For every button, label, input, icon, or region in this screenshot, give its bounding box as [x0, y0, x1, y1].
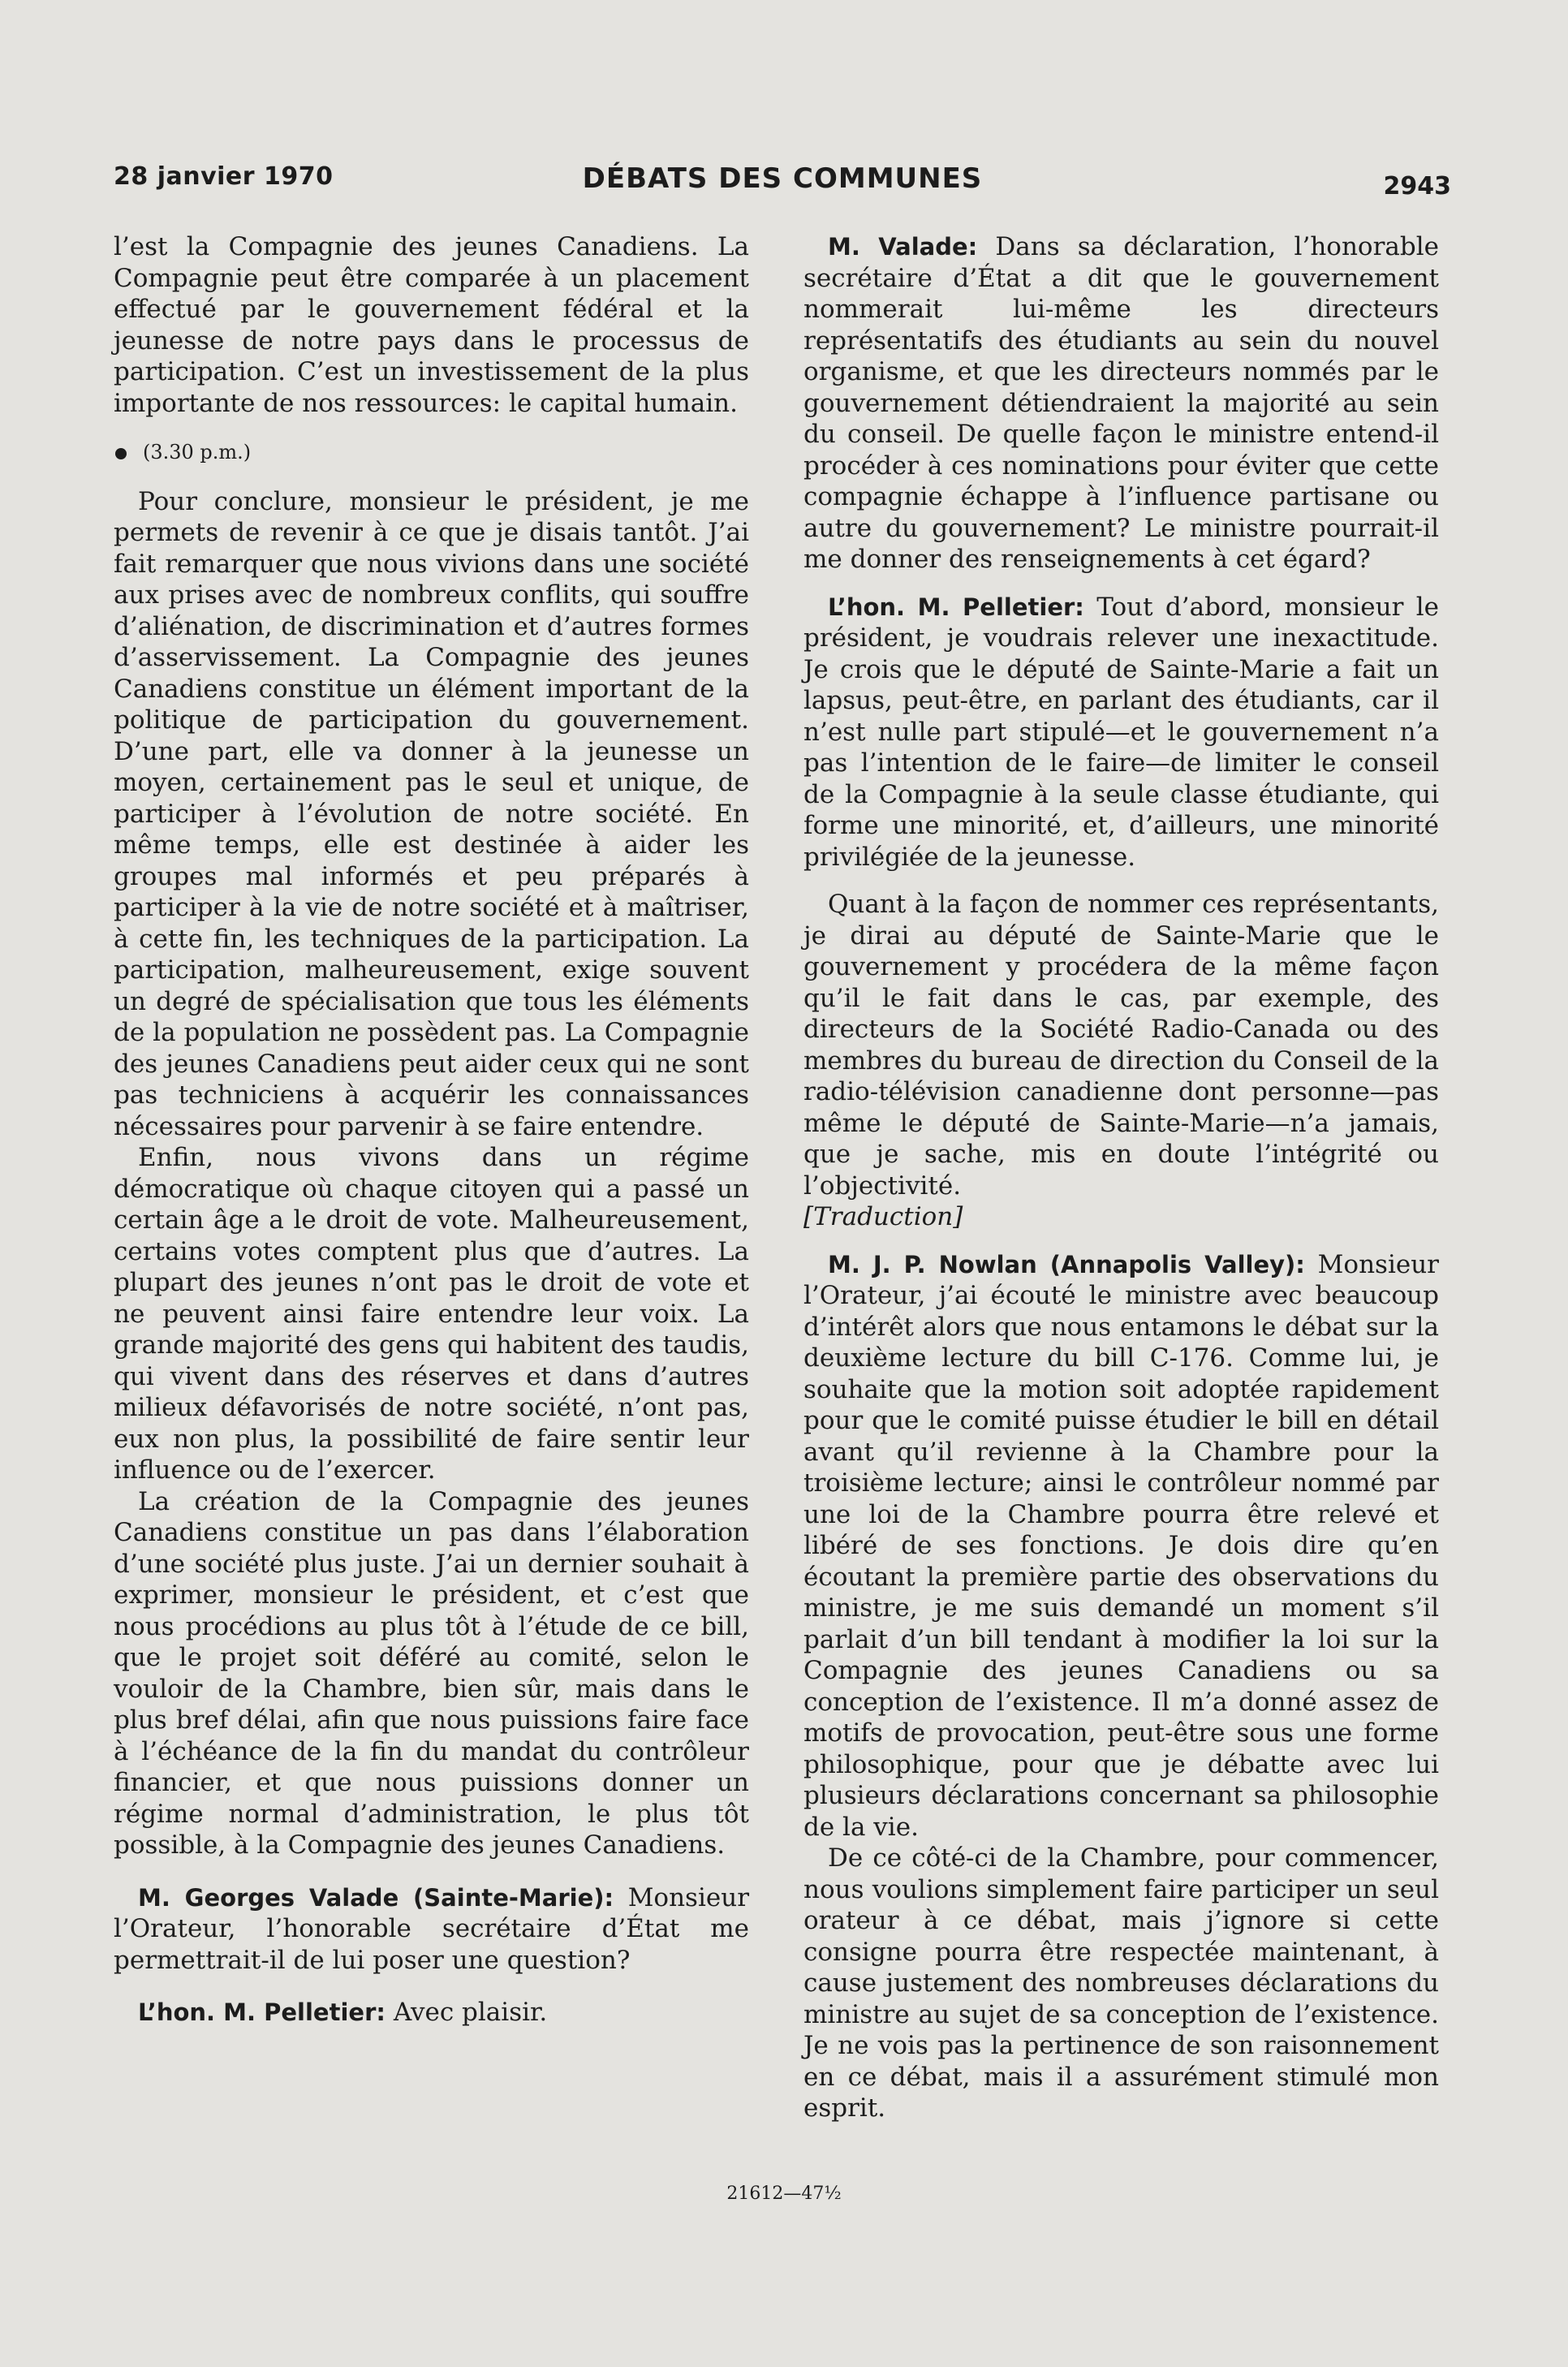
speech-text: Tout d’abord, monsieur le président, je voudrais relever une inexactitude. Je crois que le député de Sainte-Marie a fait un lapsus, peut-être, en parlant des étudiants, car il n’est nulle part stipulé—et le gouvernement n’a pas l’intention de le faire—de limiter le conseil de la Compagnie à la seule classe étudiante, qui forme une minorité, et, d’ailleurs, une minorité privilégiée de la jeunesse. [803, 592, 1439, 872]
bullet-icon [115, 448, 127, 459]
translation-marker: [Traduction] [803, 1202, 963, 1231]
speech [114, 1997, 749, 2029]
page-number: 2943 [1383, 172, 1451, 200]
timestamp-text: (3.30 p.m.) [143, 441, 252, 463]
speaker-name: M. J. P. Nowlan (Annapolis Valley): [828, 1250, 1305, 1278]
speech-text: Avec plaisir. [393, 1998, 548, 2027]
paragraph: De ce côté-ci de la Chambre, pour commencer, nous voulions simplement faire participer un seul orateur à ce débat, mais j’ignore si cette consigne pourra être respectée maintenant, à cause justement des nombreuses déclarations du ministre au sujet de sa conception de l’existence. Je ne vois pas la pertinence de son raisonnement en ce débat, mais il a assurément stimulé mon esprit. [803, 1843, 1439, 2123]
speaker-name: M. Valade: [828, 233, 978, 261]
page-header [114, 162, 1451, 211]
speaker-name: M. Georges Valade (Sainte-Marie): [138, 1883, 614, 1912]
paragraph: Quant à la façon de nommer ces représentants, je dirai au député de Sainte-Marie que le gouvernement y procédera de la même façon qu’il le fait dans le cas, par exemple, des directeurs de la Société Radio-Canada ou des membres du bureau de direction du Conseil de la radio-télévision canadienne dont personne—pas même le député de Sainte-Marie—n’a jamais, que je sache, mis en doute l’intégrité ou l’objectivité. [803, 890, 1439, 1201]
paragraph: La création de la Compagnie des jeunes Canadiens constitue un pas dans l’élaboration d’une société plus juste. J’ai un dernier souhait à exprimer, monsieur le président, et c’est que nous procédions au plus tôt à l’étude de ce bill, que le projet soit déféré au comité, selon le vouloir de la Chambre, bien sûr, mais dans le plus bref délai, afin que nous puissions faire face à l’échéance de la fin du mandat du contrôleur financier, et que nous puissions donner un régime normal d’administration, le plus tôt possible, à la Compagnie des jeunes Canadiens. [114, 1486, 749, 1860]
paragraph: Enfin, nous vivons dans un régime démocratique où chaque citoyen qui a passé un certain âge a le droit de vote. Malheureusement, certains votes comptent plus que d’autres. La plupart des jeunes n’ont pas le droit de vote et ne peuvent ainsi faire entendre leur voix. La grande majorité des gens qui habitent des taudis, qui vivent dans des réserves et dans d’autres milieux défavorisés de notre société, n’ont pas, eux non plus, la possibilité de faire sentir leur influence ou de l’exercer. [114, 1143, 749, 1485]
right-column [803, 231, 1439, 2124]
paragraph: l’est la Compagnie des jeunes Canadiens. La Compagnie peut être comparée à un placement effectué par le gouvernement fédéral et la jeunesse de notre pays dans le processus de participation. C’est un investissement de la plus importante de nos ressources: le capital humain. [114, 232, 749, 418]
paragraph: Pour conclure, monsieur le président, je me permets de revenir à ce que je disais tantôt. J’ai fait remarquer que nous vivions dans une société aux prises avec de nombreux conflits, qui souffre d’aliénation, de discrimination et d’autres formes d’asservissement. La Compagnie des jeunes Canadiens constitue un élément important de la politique de participation du gouvernement. D’une part, elle va donner à la jeunesse un moyen, certainement pas le seul et unique, de participer à l’évolution de notre société. En même temps, elle est destinée à aider les groupes mal informés et peu préparés à participer à la vie de notre société et à maîtriser, à cette fin, les techniques de la participation. La participation, malheureusement, exige souvent un degré de spécialisation que tous les éléments de la population ne possèdent pas. La Compagnie des jeunes Canadiens peut aider ceux qui ne sont pas techniciens à acquérir les connaissances nécessaires pour parvenir à se faire entendre. [114, 486, 749, 1141]
timestamp [114, 437, 749, 468]
page-footer-code: 21612—47½ [726, 2184, 842, 2204]
speech [803, 592, 1439, 873]
speaker-name: L’hon. M. Pelletier: [138, 1998, 386, 2026]
speech-text: Monsieur l’Orateur, l’honorable secrétaire d’État me permettrait-il de lui poser une question? [114, 1882, 750, 1975]
speaker-name: L’hon. M. Pelletier: [828, 593, 1084, 621]
speech [803, 231, 1439, 576]
speech-text: Monsieur l’Orateur, j’ai écouté le ministre avec beaucoup d’intérêt alors que nous entamons le débat sur la deuxième lecture du bill C-176. Comme lui, je souhaite que la motion soit adoptée rapidement pour que le comité puisse étudier le bill en détail avant qu’il revienne à la Chambre pour la troisième lecture; ainsi le contrôleur nommé par une loi de la Chambre pourra être relevé et libéré de ses fonctions. Je dois dire qu’en écoutant la première partie des observations du ministre, je me suis demandé un moment s’il parlait d’un bill tendant à modifier la loi sur la Compagnie des jeunes Canadiens ou sa conception de l’existence. Il m’a donné assez de motifs de provocation, peut-être sous une forme philosophique, pour que je débatte avec lui plusieurs déclarations concernant sa philosophie de la vie. [803, 1249, 1439, 1842]
header-date: 28 janvier 1970 [114, 162, 334, 191]
speech-text: Dans sa déclaration, l’honorable secrétaire d’État a dit que le gouvernement nommerait lui-même les directeurs représentatifs des étudiants au sein du nouvel organisme, et que les directeurs nommés par le gouvernement détiendraient la majorité au sein du conseil. De quelle façon le ministre entend-il procéder à ces nominations pour éviter que cette compagnie échappe à l’influence partisane ou autre du gouvernement? Le ministre pourrait-il me donner des renseignements à cet égard? [803, 232, 1439, 574]
speech [114, 1882, 749, 1977]
speech [803, 1249, 1439, 1843]
header-title: DÉBATS DES COMMUNES [582, 162, 983, 195]
left-column [114, 231, 749, 2029]
